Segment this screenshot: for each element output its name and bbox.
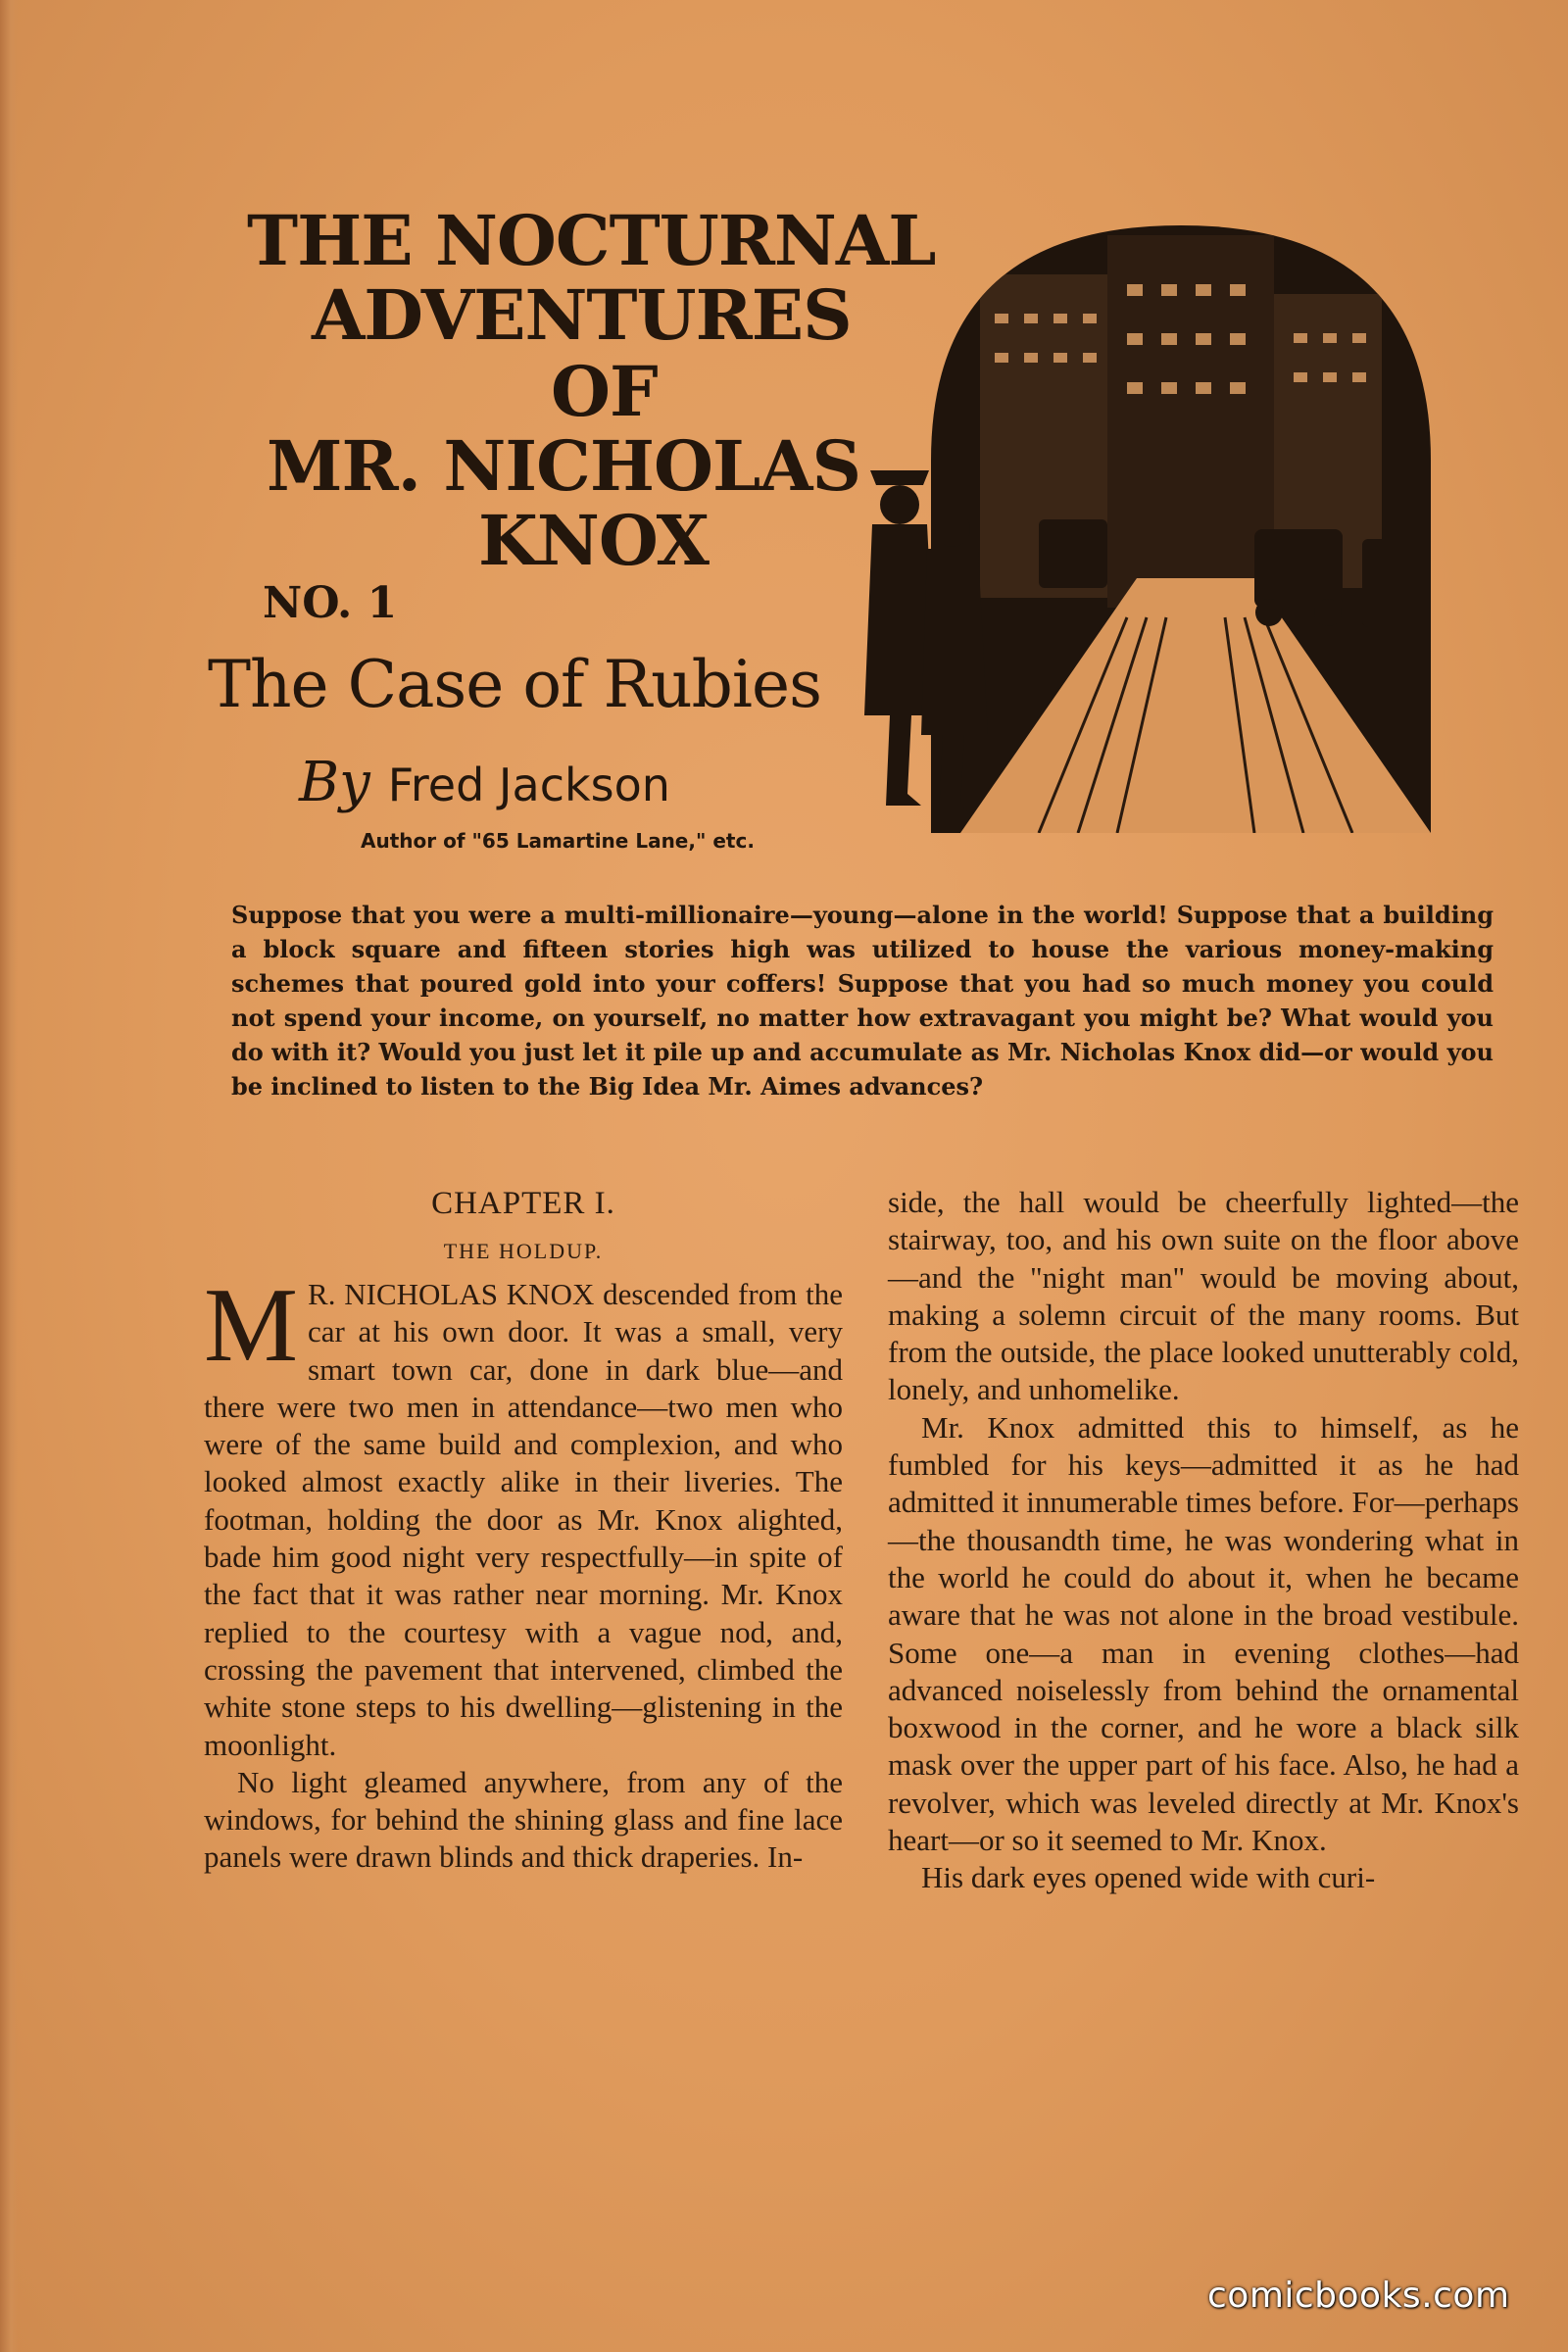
title-line-3: OF	[551, 351, 658, 432]
title-line-4: MR. NICHOLAS	[267, 425, 861, 507]
story-number: NO. 1	[263, 578, 398, 628]
page-spine-edge	[0, 0, 18, 2352]
paragraph: His dark eyes opened wide with curi-	[921, 1860, 1376, 1895]
chapter-heading: CHAPTER I.	[431, 1186, 615, 1221]
text-column-right	[888, 1184, 1519, 1897]
story-subtitle: The Case of Rubies	[208, 647, 821, 722]
chapter-subheading: THE HOLDUP.	[443, 1239, 604, 1263]
source-watermark: comicbooks.com	[1207, 2276, 1510, 2316]
author-credits: Author of "65 Lamartine Lane," etc.	[361, 829, 755, 853]
title-line-1: THE NOCTURNAL	[247, 200, 936, 281]
text-column-left	[204, 1184, 843, 1877]
author-name: Fred Jackson	[387, 759, 670, 811]
story-introduction: Suppose that you were a multi-millionaire—young—alone in the world! Suppose that a building a block square and fifteen stories high was utilized to house the various money-making schemes that poured gold into your coffers! Suppose that you had so much money you could not spend your income, on yourself, no matter how extravagant you might be? What would you do with it? Would you just let it pile up and accumulate as Mr. Nicholas Knox did—or would you be inclined to listen to the Big Idea Mr. Aimes advances?	[231, 901, 1494, 1101]
paragraph: No light gleamed anywhere, from any of the windows, for behind the shining glass and fine lace panels were drawn blinds and thick draperies. In-	[204, 1764, 843, 1875]
drop-cap: M	[204, 1267, 299, 1384]
byline	[299, 751, 670, 814]
paragraph	[204, 1267, 843, 1764]
street-scene-illustration	[843, 206, 1519, 833]
paragraph-text: R. NICHOLAS KNOX descended from the car at his own door. It was a small, very smart town car, done in dark blue—and there were two men in attendance—two men who were of the same build and complexion, and who looked almost exactly alike in their liveries. The footman, holding the door as Mr. Knox alighted, bade him good night very respectfully—in spite of the fact that it was rather near morning. Mr. Knox replied to the courtesy with a vague nod, and, crossing the pavement that intervened, climbed the white stone steps to his dwelling—glistening in the moonlight.	[204, 1277, 843, 1762]
byline-by: By	[299, 751, 370, 814]
paragraph: side, the hall would be cheerfully lighted—the stairway, too, and his own suite on the floor above—and the "night man" would be moving about, making a solemn circuit of the many rooms. But from the outside, the place looked unutterably cold, lonely, and unhomelike.	[888, 1185, 1519, 1407]
title-line-5: KNOX	[478, 500, 709, 581]
paragraph: Mr. Knox admitted this to himself, as he fumbled for his keys—admitted it as he had admitted it innumerable times before. For—perhaps—the thousandth time, he was wondering what in the world he could do about it, when he became aware that he was not alone in the broad vestibule. Some one—a man in evening clothes—had advanced noiselessly from behind the ornamental boxwood in the corner, and he wore a black silk mask over the upper part of his face. Also, he had a revolver, which was leveled directly at Mr. Knox's heart—or so it seemed to Mr. Knox.	[888, 1409, 1519, 1858]
title-line-2: ADVENTURES	[312, 274, 852, 356]
